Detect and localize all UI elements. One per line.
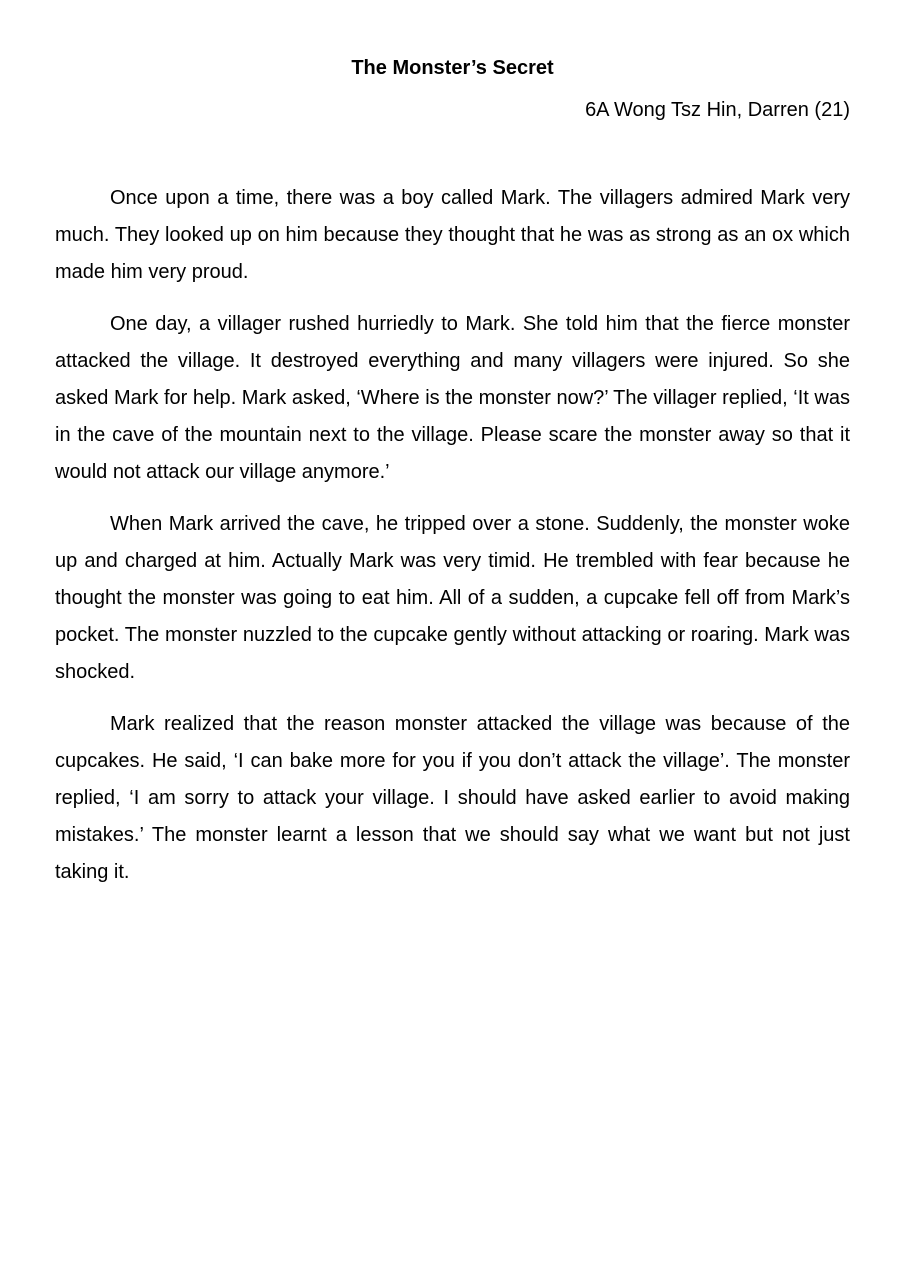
story-paragraph-3: When Mark arrived the cave, he tripped over a stone. Suddenly, the monster woke up and charged at him. Actually Mark was very timid. He trembled with fear because he thought the monster was going to eat him. All of a sudden, a cupcake fell off from Mark’s pocket. The monster nuzzled to the cupcake gently without attacking or roaring. Mark was shocked. <box>55 513 850 683</box>
story-paragraph-1: Once upon a time, there was a boy called Mark. The villagers admired Mark very much. They looked up on him because they thought that he was as strong as an ox which made him very proud. <box>55 187 850 283</box>
story-paragraph-2: One day, a villager rushed hurriedly to Mark. She told him that the fierce monster attacked the village. It destroyed everything and many villagers were injured. So she asked Mark for help. Mark asked, ‘Where is the monster now?’ The villager replied, ‘It was in the cave of the mountain next to the village. Please scare the monster away so that it would not attack our village anymore.’ <box>55 313 850 483</box>
story-paragraph-4: Mark realized that the reason monster attacked the village was because of the cupcakes. He said, ‘I can bake more for you if you don’t attack the village’. The monster replied, ‘I am sorry to attack your village. I should have asked earlier to avoid making mistakes.’ The monster learnt a lesson that we should say what we want but not just taking it. <box>55 713 850 883</box>
story-body <box>55 180 850 906</box>
story-title: The Monster’s Secret <box>351 57 554 79</box>
author-line: 6A Wong Tsz Hin, Darren (21) <box>585 99 850 121</box>
